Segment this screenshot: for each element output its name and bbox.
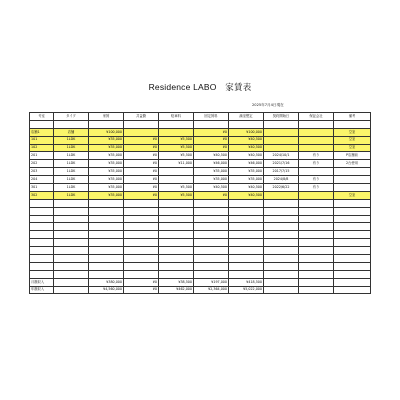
table-cell (89, 223, 124, 231)
table-cell (299, 239, 334, 247)
table-cell (299, 231, 334, 239)
table-cell (124, 262, 159, 270)
cell-room-number: 301 (30, 184, 54, 192)
header-remarks: 備考 (334, 113, 371, 121)
table-cell (89, 120, 124, 128)
header-contract-start-date: 契約開始日 (264, 113, 299, 121)
table-cell (194, 231, 229, 239)
header-fixed-rent: 固定賃料 (194, 113, 229, 121)
summary-contract-start-date (264, 278, 299, 286)
cell-guarantor: 有り (299, 184, 334, 192)
table-cell (89, 239, 124, 247)
table-cell (264, 239, 299, 247)
table-cell (334, 199, 371, 207)
blank-row (30, 239, 371, 247)
table-cell (89, 255, 124, 263)
table-cell (89, 231, 124, 239)
table-cell (264, 231, 299, 239)
table-cell (159, 223, 194, 231)
table-cell (124, 239, 159, 247)
table-cell (159, 255, 194, 263)
table-cell (30, 255, 54, 263)
cell-room-number: 101 (30, 136, 54, 144)
table-cell (124, 215, 159, 223)
cell-guarantor (299, 144, 334, 152)
cell-fixed-rent: ¥0 (194, 136, 229, 144)
table-cell (30, 239, 54, 247)
cell-contract-start-date (264, 136, 299, 144)
blank-row (30, 207, 371, 215)
cell-type: 1LDK (54, 168, 89, 176)
cell-rent: ¥100,000 (89, 128, 124, 136)
cell-rent: ¥35,000 (89, 168, 124, 176)
table-cell (54, 247, 89, 255)
cell-guarantor (299, 136, 334, 144)
header-parking-fee: 駐車料 (159, 113, 194, 121)
cell-rent: ¥35,000 (89, 160, 124, 168)
cell-contract-start-date: 2022/6/22 (264, 184, 299, 192)
cell-rent: ¥35,000 (89, 191, 124, 199)
table-cell (264, 215, 299, 223)
table-cell (30, 120, 54, 128)
cell-fixed-rent: ¥0 (194, 144, 229, 152)
cell-parking-fee (159, 168, 194, 176)
table-cell (159, 199, 194, 207)
table-cell (264, 255, 299, 263)
table-row (30, 136, 371, 144)
blank-row (30, 262, 371, 270)
table-cell (299, 247, 334, 255)
cell-guarantor (299, 168, 334, 176)
table-cell (299, 207, 334, 215)
header-full-occupancy-rent: 満室想定 (229, 113, 264, 121)
blank-row (30, 270, 371, 278)
table-cell (124, 199, 159, 207)
cell-fixed-rent: ¥40,500 (194, 184, 229, 192)
cell-guarantor (299, 128, 334, 136)
cell-guarantor (299, 191, 334, 199)
cell-full-occupancy-rent: ¥35,000 (229, 168, 264, 176)
table-cell (54, 231, 89, 239)
cell-remarks (334, 184, 371, 192)
cell-remarks: 空室 (334, 191, 371, 199)
table-cell (194, 270, 229, 278)
cell-full-occupancy-rent: ¥40,500 (229, 191, 264, 199)
table-cell (30, 215, 54, 223)
cell-parking-fee: ¥5,500 (159, 136, 194, 144)
cell-full-occupancy-rent: ¥40,500 (229, 136, 264, 144)
table-cell (159, 120, 194, 128)
summary-room-number: 月額収入 (30, 278, 54, 286)
cell-guarantor: 有り (299, 160, 334, 168)
cell-type: 店舗 (54, 128, 89, 136)
cell-type: 1LDK (54, 152, 89, 160)
header-row (30, 113, 371, 121)
table-cell (334, 215, 371, 223)
cell-room-number: 204 (30, 176, 54, 184)
summary-rent: ¥4,560,000 (89, 286, 124, 294)
cell-common-fee: ¥0 (124, 168, 159, 176)
cell-room-number: 102 (30, 144, 54, 152)
blank-row (30, 215, 371, 223)
cell-parking-fee: ¥11,000 (159, 160, 194, 168)
cell-common-fee (124, 128, 159, 136)
header-common-fee: 共益費 (124, 113, 159, 121)
table-cell (334, 247, 371, 255)
summary-parking-fee: ¥38,500 (159, 278, 194, 286)
cell-fixed-rent: ¥35,000 (194, 168, 229, 176)
table-cell (124, 207, 159, 215)
table-cell (194, 207, 229, 215)
summary-remarks (334, 286, 371, 294)
table-cell (159, 270, 194, 278)
cell-full-occupancy-rent: ¥46,000 (229, 160, 264, 168)
table-cell (264, 247, 299, 255)
table-cell (299, 199, 334, 207)
table-row (30, 176, 371, 184)
table-cell (229, 223, 264, 231)
header-room-number: 号室 (30, 113, 54, 121)
table-cell (229, 239, 264, 247)
cell-type: 1LDK (54, 136, 89, 144)
table-cell (334, 231, 371, 239)
table-cell (159, 207, 194, 215)
summary-common-fee: ¥0 (124, 286, 159, 294)
table-cell (334, 207, 371, 215)
cell-room-number: 201 (30, 152, 54, 160)
table-row (30, 152, 371, 160)
table-cell (334, 223, 371, 231)
table-cell (159, 262, 194, 270)
table-cell (89, 247, 124, 255)
cell-parking-fee: ¥5,500 (159, 191, 194, 199)
table-cell (159, 215, 194, 223)
cell-common-fee: ¥0 (124, 152, 159, 160)
summary-full-occupancy-rent: ¥5,022,000 (229, 286, 264, 294)
header-guarantor: 保証会社 (299, 113, 334, 121)
cell-contract-start-date: 2024/8/8 (264, 176, 299, 184)
cell-type: 1LDK (54, 144, 89, 152)
table-cell (334, 255, 371, 263)
cell-room-number: 202 (30, 160, 54, 168)
cell-rent: ¥35,000 (89, 144, 124, 152)
cell-room-number: 店舗1 (30, 128, 54, 136)
table-cell (264, 207, 299, 215)
table-cell (264, 223, 299, 231)
table-cell (299, 262, 334, 270)
cell-contract-start-date: 2021/7/16 (264, 160, 299, 168)
table-cell (194, 120, 229, 128)
table-cell (124, 231, 159, 239)
cell-remarks: P店舗前 (334, 152, 371, 160)
cell-rent: ¥35,000 (89, 152, 124, 160)
summary-parking-fee: ¥462,000 (159, 286, 194, 294)
table-cell (30, 223, 54, 231)
cell-remarks (334, 176, 371, 184)
summary-full-occupancy-rent: ¥418,500 (229, 278, 264, 286)
table-cell (229, 199, 264, 207)
table-cell (299, 223, 334, 231)
table-cell (30, 199, 54, 207)
blank-row (30, 199, 371, 207)
table-cell (54, 239, 89, 247)
blank-row (30, 223, 371, 231)
table-cell (264, 120, 299, 128)
table-cell (124, 247, 159, 255)
table-cell (194, 262, 229, 270)
cell-remarks: 空室 (334, 144, 371, 152)
table-cell (124, 270, 159, 278)
cell-parking-fee: ¥5,500 (159, 144, 194, 152)
table-cell (229, 255, 264, 263)
table-cell (30, 270, 54, 278)
cell-remarks (334, 168, 371, 176)
table-cell (124, 255, 159, 263)
spacer-row (30, 120, 371, 128)
table-cell (54, 199, 89, 207)
cell-type: 1LDK (54, 191, 89, 199)
cell-common-fee: ¥0 (124, 144, 159, 152)
table-cell (89, 207, 124, 215)
table-cell (299, 120, 334, 128)
cell-full-occupancy-rent: ¥40,500 (229, 184, 264, 192)
table-cell (334, 239, 371, 247)
table-cell (89, 270, 124, 278)
table-cell (229, 247, 264, 255)
summary-rent: ¥380,000 (89, 278, 124, 286)
table-cell (229, 215, 264, 223)
table-cell (299, 270, 334, 278)
as-of-date: 2025年7月4日現在 (252, 103, 284, 107)
table-cell (194, 223, 229, 231)
table-cell (30, 231, 54, 239)
cell-type: 1LDK (54, 176, 89, 184)
summary-fixed-rent: ¥197,000 (194, 278, 229, 286)
cell-parking-fee (159, 176, 194, 184)
cell-contract-start-date (264, 128, 299, 136)
annual-income-row (30, 286, 371, 294)
table-row (30, 160, 371, 168)
table-cell (54, 270, 89, 278)
table-cell (194, 247, 229, 255)
cell-type: 1LDK (54, 160, 89, 168)
table-cell (30, 262, 54, 270)
table-cell (30, 247, 54, 255)
table-cell (229, 262, 264, 270)
rent-table (29, 112, 371, 294)
cell-rent: ¥35,000 (89, 184, 124, 192)
table-cell (264, 262, 299, 270)
table-row (30, 128, 371, 136)
cell-guarantor: 有り (299, 176, 334, 184)
table-cell (54, 223, 89, 231)
table-cell (159, 231, 194, 239)
cell-contract-start-date (264, 191, 299, 199)
cell-rent: ¥35,000 (89, 136, 124, 144)
table-row (30, 184, 371, 192)
table-cell (299, 255, 334, 263)
summary-type (54, 286, 89, 294)
cell-fixed-rent: ¥0 (194, 191, 229, 199)
blank-row (30, 231, 371, 239)
table-cell (264, 199, 299, 207)
cell-contract-start-date: 2024/10/1 (264, 152, 299, 160)
table-cell (89, 215, 124, 223)
table-cell (194, 215, 229, 223)
cell-contract-start-date: 2017/7/15 (264, 168, 299, 176)
summary-fixed-rent: ¥2,364,000 (194, 286, 229, 294)
table-cell (54, 207, 89, 215)
table-cell (54, 255, 89, 263)
cell-parking-fee: ¥5,500 (159, 152, 194, 160)
summary-room-number: 年額収入 (30, 286, 54, 294)
table-cell (89, 262, 124, 270)
table-cell (159, 239, 194, 247)
cell-full-occupancy-rent: ¥35,000 (229, 176, 264, 184)
table-cell (89, 199, 124, 207)
table-cell (124, 120, 159, 128)
table-cell (229, 270, 264, 278)
summary-remarks (334, 278, 371, 286)
table-cell (334, 270, 371, 278)
blank-row (30, 255, 371, 263)
cell-parking-fee: ¥5,500 (159, 184, 194, 192)
header-rent: 家賃 (89, 113, 124, 121)
cell-fixed-rent: ¥46,000 (194, 160, 229, 168)
table-cell (159, 247, 194, 255)
table-cell (264, 270, 299, 278)
table-cell (30, 207, 54, 215)
cell-remarks: 2台使用 (334, 160, 371, 168)
summary-guarantor (299, 286, 334, 294)
summary-guarantor (299, 278, 334, 286)
header-type: タイプ (54, 113, 89, 121)
table-cell (334, 262, 371, 270)
cell-remarks: 空室 (334, 128, 371, 136)
cell-contract-start-date (264, 144, 299, 152)
table-row (30, 144, 371, 152)
table-cell (54, 215, 89, 223)
monthly-income-row (30, 278, 371, 286)
blank-row (30, 247, 371, 255)
cell-parking-fee (159, 128, 194, 136)
cell-fixed-rent: ¥40,500 (194, 152, 229, 160)
summary-contract-start-date (264, 286, 299, 294)
cell-full-occupancy-rent: ¥40,500 (229, 152, 264, 160)
cell-fixed-rent: ¥0 (194, 128, 229, 136)
cell-full-occupancy-rent: ¥40,500 (229, 144, 264, 152)
cell-common-fee: ¥0 (124, 191, 159, 199)
cell-common-fee: ¥0 (124, 160, 159, 168)
cell-full-occupancy-rent: ¥100,000 (229, 128, 264, 136)
table-cell (54, 262, 89, 270)
table-cell (299, 215, 334, 223)
cell-fixed-rent: ¥35,000 (194, 176, 229, 184)
table-cell (229, 207, 264, 215)
summary-type (54, 278, 89, 286)
table-cell (229, 231, 264, 239)
cell-common-fee: ¥0 (124, 176, 159, 184)
cell-type: 1LDK (54, 184, 89, 192)
table-cell (229, 120, 264, 128)
cell-rent: ¥35,000 (89, 176, 124, 184)
table-cell (54, 120, 89, 128)
cell-guarantor: 有り (299, 152, 334, 160)
cell-room-number: 203 (30, 168, 54, 176)
table-cell (334, 120, 371, 128)
table-cell (194, 255, 229, 263)
cell-common-fee: ¥0 (124, 184, 159, 192)
cell-remarks: 空室 (334, 136, 371, 144)
cell-room-number: 302 (30, 191, 54, 199)
cell-common-fee: ¥0 (124, 136, 159, 144)
document-title: Residence LABO 家賃表 (148, 82, 252, 92)
table-cell (194, 239, 229, 247)
table-row (30, 168, 371, 176)
table-cell (124, 223, 159, 231)
table-cell (194, 199, 229, 207)
summary-common-fee: ¥0 (124, 278, 159, 286)
table-row (30, 191, 371, 199)
